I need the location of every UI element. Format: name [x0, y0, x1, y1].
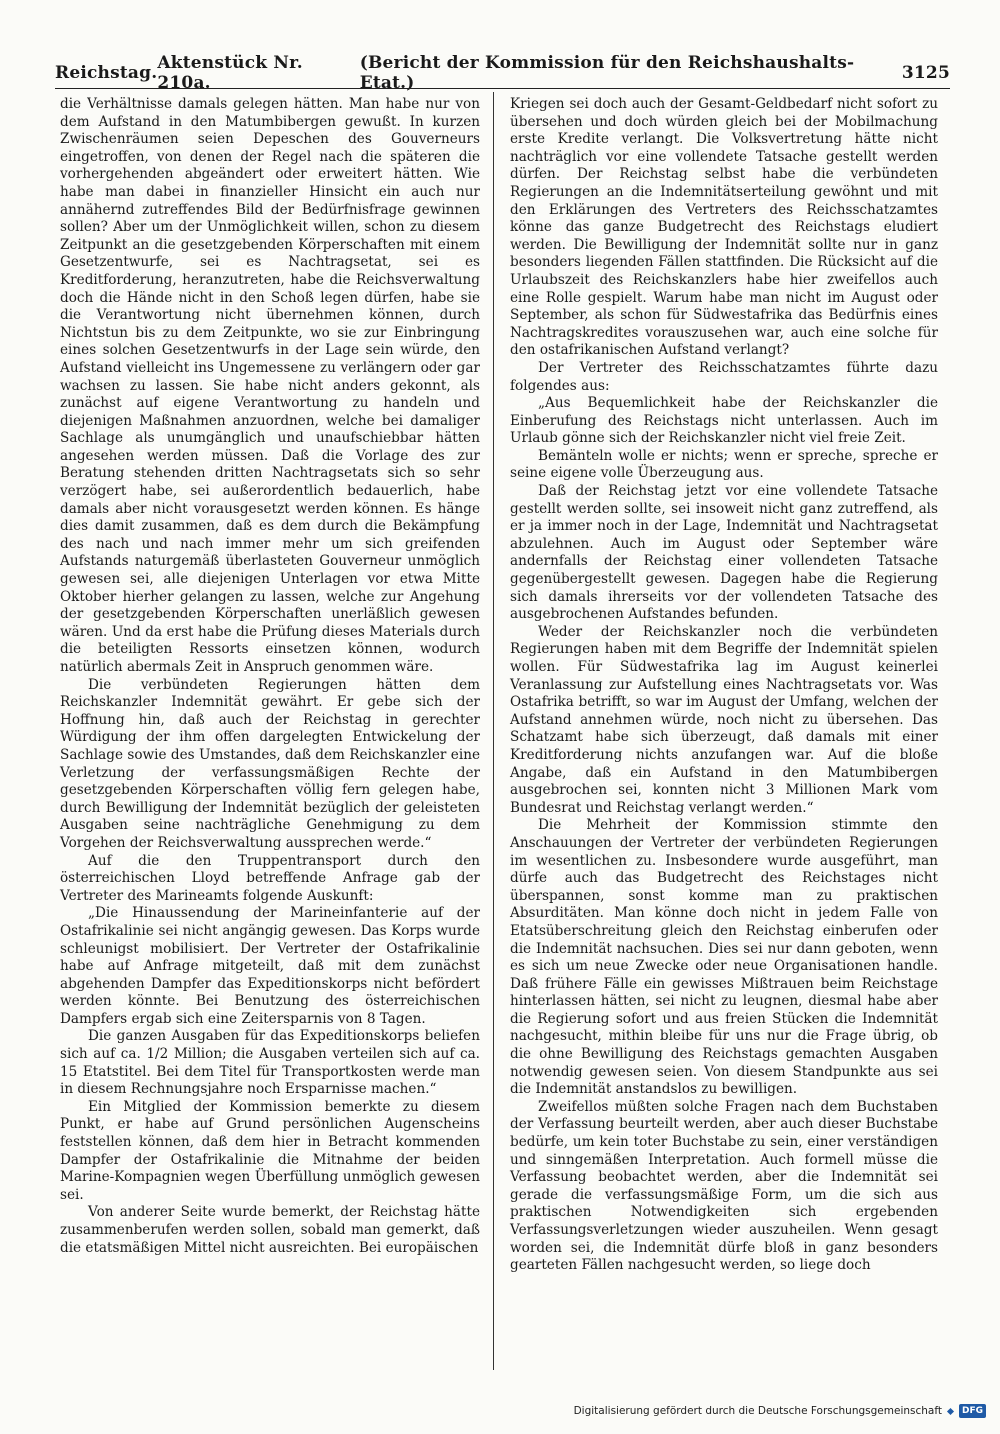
paragraph: „Aus Bequemlichkeit habe der Reichskanzler die Einberufung des Reichstags nicht unterlassen. Auch im Urlaub gönne sich der Reichskanzler nicht viel freie Zeit. — [510, 395, 938, 447]
paragraph: Die verbündeten Regierungen hätten dem Reichskanzler Indemnität gewährt. Er gebe sich der Hoffnung hin, daß auch der Reichstag in gerechter Würdigung der ihm offen dargelegten Entwickelung der Sachlage sowie des Umstandes, daß dem Reichskanzler eine Verletzung der verfassungsmäßigen Rechte der gesetzgebenden Körperschaften völlig fern gelegen habe, durch Bewilligung der Indemnität bezüglich der geleisteten Ausgaben seine nachträgliche Genehmigung zu dem Vorgehen der Reichsverwaltung aussprechen werde.“ — [60, 676, 480, 851]
left-column — [60, 96, 480, 1257]
paragraph: die Verhältnisse damals gelegen hätten. Man habe nur von dem Aufstand in den Matumbibergen gewußt. In kurzen Zwischenräumen seien Depeschen des Gouverneurs eingetroffen, von denen der Regel nach die späteren die vorhergehenden abgeändert oder erweitert hätten. Wie habe man dabei in finanzieller Hinsicht ein auch nur annähernd zutreffendes Bild der Bedürfnisfrage gewinnen sollen? Aber um der Unmöglichkeit willen, schon zu diesem Zeitpunkt an die gesetzgebenden Körperschaften mit einem Gesetzentwurfe, sei es Nachtragsetat, sei es Kreditforderung, heranzutreten, habe die Reichsverwaltung doch die Hände nicht in den Schoß legen dürfen, habe sie die Verantwortung nicht übernehmen können, durch Nichtstun bis zu dem Zeitpunkte, wo sie zur Einbringung eines solchen Gesetzentwurfs in der Lage sein würde, den Aufstand vielleicht ins Ungemessene zu verlängern oder gar wachsen zu lassen. Sie habe nicht anders gekonnt, als zunächst auf eigene Verantwortung zu handeln und diejenigen Maßnahmen anzuordnen, welche bei damaliger Sachlage als unumgänglich und unaufschiebbar hätten angesehen werden müssen. Daß die Vorlage des zur Beratung stehenden dritten Nachtragsetats sich so sehr verzögert habe, sei außerordentlich bedauerlich, habe damals aber nicht vorausgesetzt werden können. Es hänge dies damit zusammen, daß es dem durch die Bekämpfung des nach und nach immer mehr um sich greifenden Aufstands naturgemäß überlasteten Gouverneur unmöglich gewesen sei, alle diejenigen Unterlagen vor etwa Mitte Oktober hierher gelangen zu lassen, welche zur Angehung der gesetzgebenden Körperschaften unerläßlich gewesen wären. Und da erst habe die Prüfung dieses Materials durch die beteiligten Ressorts einsetzen können, wodurch natürlich abermals Zeit in Anspruch genommen wäre. — [60, 96, 480, 675]
paragraph: Zweifellos müßten solche Fragen nach dem Buchstaben der Verfassung beurteilt werden, aber auch dieser Buchstabe bedürfe, um kein toter Buchstabe zu sein, einer verständigen und sinngemäßen Interpretation. Auch formell müsse die Verfassung beobachtet werden, aber die Indemnität sei gerade die verfassungsmäßige Form, um die sich aus praktischen Notwendigkeiten sich ergebenden Verfassungsverletzungen wieder auszuheilen. Wenn gesagt worden sei, die Indemnität dürfe bloß in ganz besonders gearteten Fällen nachgesucht werden, so liege doch — [510, 1098, 938, 1274]
header-doc-ref-prefix: Aktenstück Nr. — [157, 53, 303, 73]
header-left: Reichstag. — [55, 63, 158, 83]
paragraph: Auf die den Truppentransport durch den österreichischen Lloyd betreffende Anfrage gab der Vertreter des Marineamts folgende Auskunft: — [60, 852, 480, 904]
header-title: (Bericht der Kommission für den Reichshaushalts-Etat.) — [359, 53, 855, 93]
paragraph: Bemänteln wolle er nichts; wenn er spreche, spreche er seine eigene volle Überzeugung aus. — [510, 447, 938, 482]
paragraph: Der Vertreter des Reichsschatzamtes führte dazu folgendes aus: — [510, 359, 938, 394]
dfg-logo-icon: DFG — [959, 1404, 986, 1418]
footer — [574, 1402, 986, 1420]
header-doc-ref — [157, 53, 359, 93]
paragraph: Ein Mitglied der Kommission bemerkte zu diesem Punkt, er habe auf Grund persönlichen Augenscheins feststellen können, daß dem hier in Betracht kommenden Dampfer der Ostafrikalinie die Mitnahme der beiden Marine-Kompagnien wegen Überfüllung unmöglich gewesen sei. — [60, 1098, 480, 1203]
footer-credit: Digitalisierung gefördert durch die Deutsche Forschungsgemeinschaft — [573, 1405, 942, 1417]
paragraph: Die Mehrheit der Kommission stimmte den Anschauungen der Vertreter der verbündeten Regierungen im wesentlichen zu. Insbesondere wurde ausgeführt, man dürfe auch das Budgetrecht des Reichstages nicht überspannen, sonst komme man zu praktischen Absurditäten. Man könne doch nicht in jedem Falle von Etatsüberschreitung gleich den Reichstag einberufen oder die Indemnität nachsuchen. Dies sei nur dann geboten, wenn es sich um neue Zwecke oder neue Organisationen handle. Daß frühere Fälle ein gewisses Mißtrauen beim Reichstage hinterlassen hätten, sei nicht zu leugnen, diesmal habe aber die Regierung sofort und aus freien Stücken die Indemnität nachgesucht, mithin bleibe für uns nur die Frage übrig, ob die ohne Bewilligung des Reichstags gemachten Ausgaben notwendig gewesen seien. Von diesem Standpunkte aus sei die Indemnität anstandslos zu bewilligen. — [510, 817, 938, 1098]
paragraph: Kriegen sei doch auch der Gesamt-Geldbedarf nicht sofort zu übersehen und doch würden gleich bei der Mobilmachung erste Kredite verlangt. Die Volksvertretung hätte nicht nachträglich vor eine vollendete Tatsache gestellt werden dürfen. Der Reichstag selbst habe die verbündeten Regierungen an die Indemnitätserteilung gewöhnt und mit den Erklärungen des Vertreters des Reichsschatzamtes könne das ganze Budgetrecht des Reichstags eludiert werden. Die Bewilligung der Indemnität sollte nur in ganz besonders liegenden Fällen stattfinden. Die Rücksicht auf die Urlaubszeit des Reichskanzlers habe hier zweifellos auch eine Rolle gespielt. Warum habe man nicht im August oder September, als schon für Südwestafrika das Bedürfnis eines Nachtragskredites vorauszusehen war, auch eine solche für den ostafrikanischen Aufstand verlangt? — [510, 96, 938, 359]
paragraph: Die ganzen Ausgaben für das Expeditionskorps beliefen sich auf ca. 1/2 Million; die Ausgaben verteilen sich auf ca. 15 Etatstitel. Bei dem Titel für Transportkosten werde man in diesem Rechnungsjahre noch Ersparnisse machen.“ — [60, 1028, 480, 1098]
column-divider — [493, 92, 494, 1370]
page-number: 3125 — [901, 63, 950, 83]
paragraph: „Die Hinaussendung der Marineinfanterie auf der Ostafrikalinie sei nicht angängig gewesen. Das Korps wurde schleunigst mobilisiert. Der Vertreter der Ostafrikalinie habe auf Anfrage mitgeteilt, daß mit dem zunächst abgehenden Dampfer das Expeditionskorps nicht befördert werden könnte. Bei Benutzung des österreichischen Dampfers ergab sich eine Zeitersparnis von 8 Tagen. — [60, 905, 480, 1027]
paragraph: Daß der Reichstag jetzt vor eine vollendete Tatsache gestellt werden sollte, sei insoweit nicht ganz zutreffend, als er ja immer noch in der Lage, Indemnität und Nachtragsetat abzulehnen. Auch im August oder September wäre andernfalls der Reichstag einer vollendeten Tatsache gegenübergestellt gewesen. Dagegen habe die Regierung sich damals ihrerseits vor der vollendeten Tatsache des ausgebrochenen Aufstandes befunden. — [510, 483, 938, 623]
page-header — [55, 53, 950, 93]
header-doc-ref-number: 210a. — [157, 73, 211, 93]
right-column — [510, 96, 938, 1275]
paragraph: Weder der Reichskanzler noch die verbündeten Regierungen haben mit dem Begriffe der Indemnität spielen wollen. Für Südwestafrika lag im August keinerlei Veranlassung zur Aufstellung eines Nachtragsetats vor. Was Ostafrika betrifft, so war im August der Umfang, welchen der Aufstand annehmen würde, noch nicht zu übersehen. Das Schatzamt habe sich überzeugt, daß damals mit einer Kreditforderung nichts anzufangen war. Auf die bloße Angabe, daß ein Aufstand in den Matumbibergen ausgebrochen sei, konnten nicht 3 Millionen Mark vom Bundesrat und Reichstag verlangt werden.“ — [510, 623, 938, 816]
footer-separator-icon — [947, 1407, 954, 1414]
header-rule — [55, 88, 950, 89]
paragraph: Von anderer Seite wurde bemerkt, der Reichstag hätte zusammenberufen werden sollen, sobald man gemerkt, daß die etatsmäßigen Mittel nicht ausreichten. Bei europäischen — [60, 1204, 480, 1256]
